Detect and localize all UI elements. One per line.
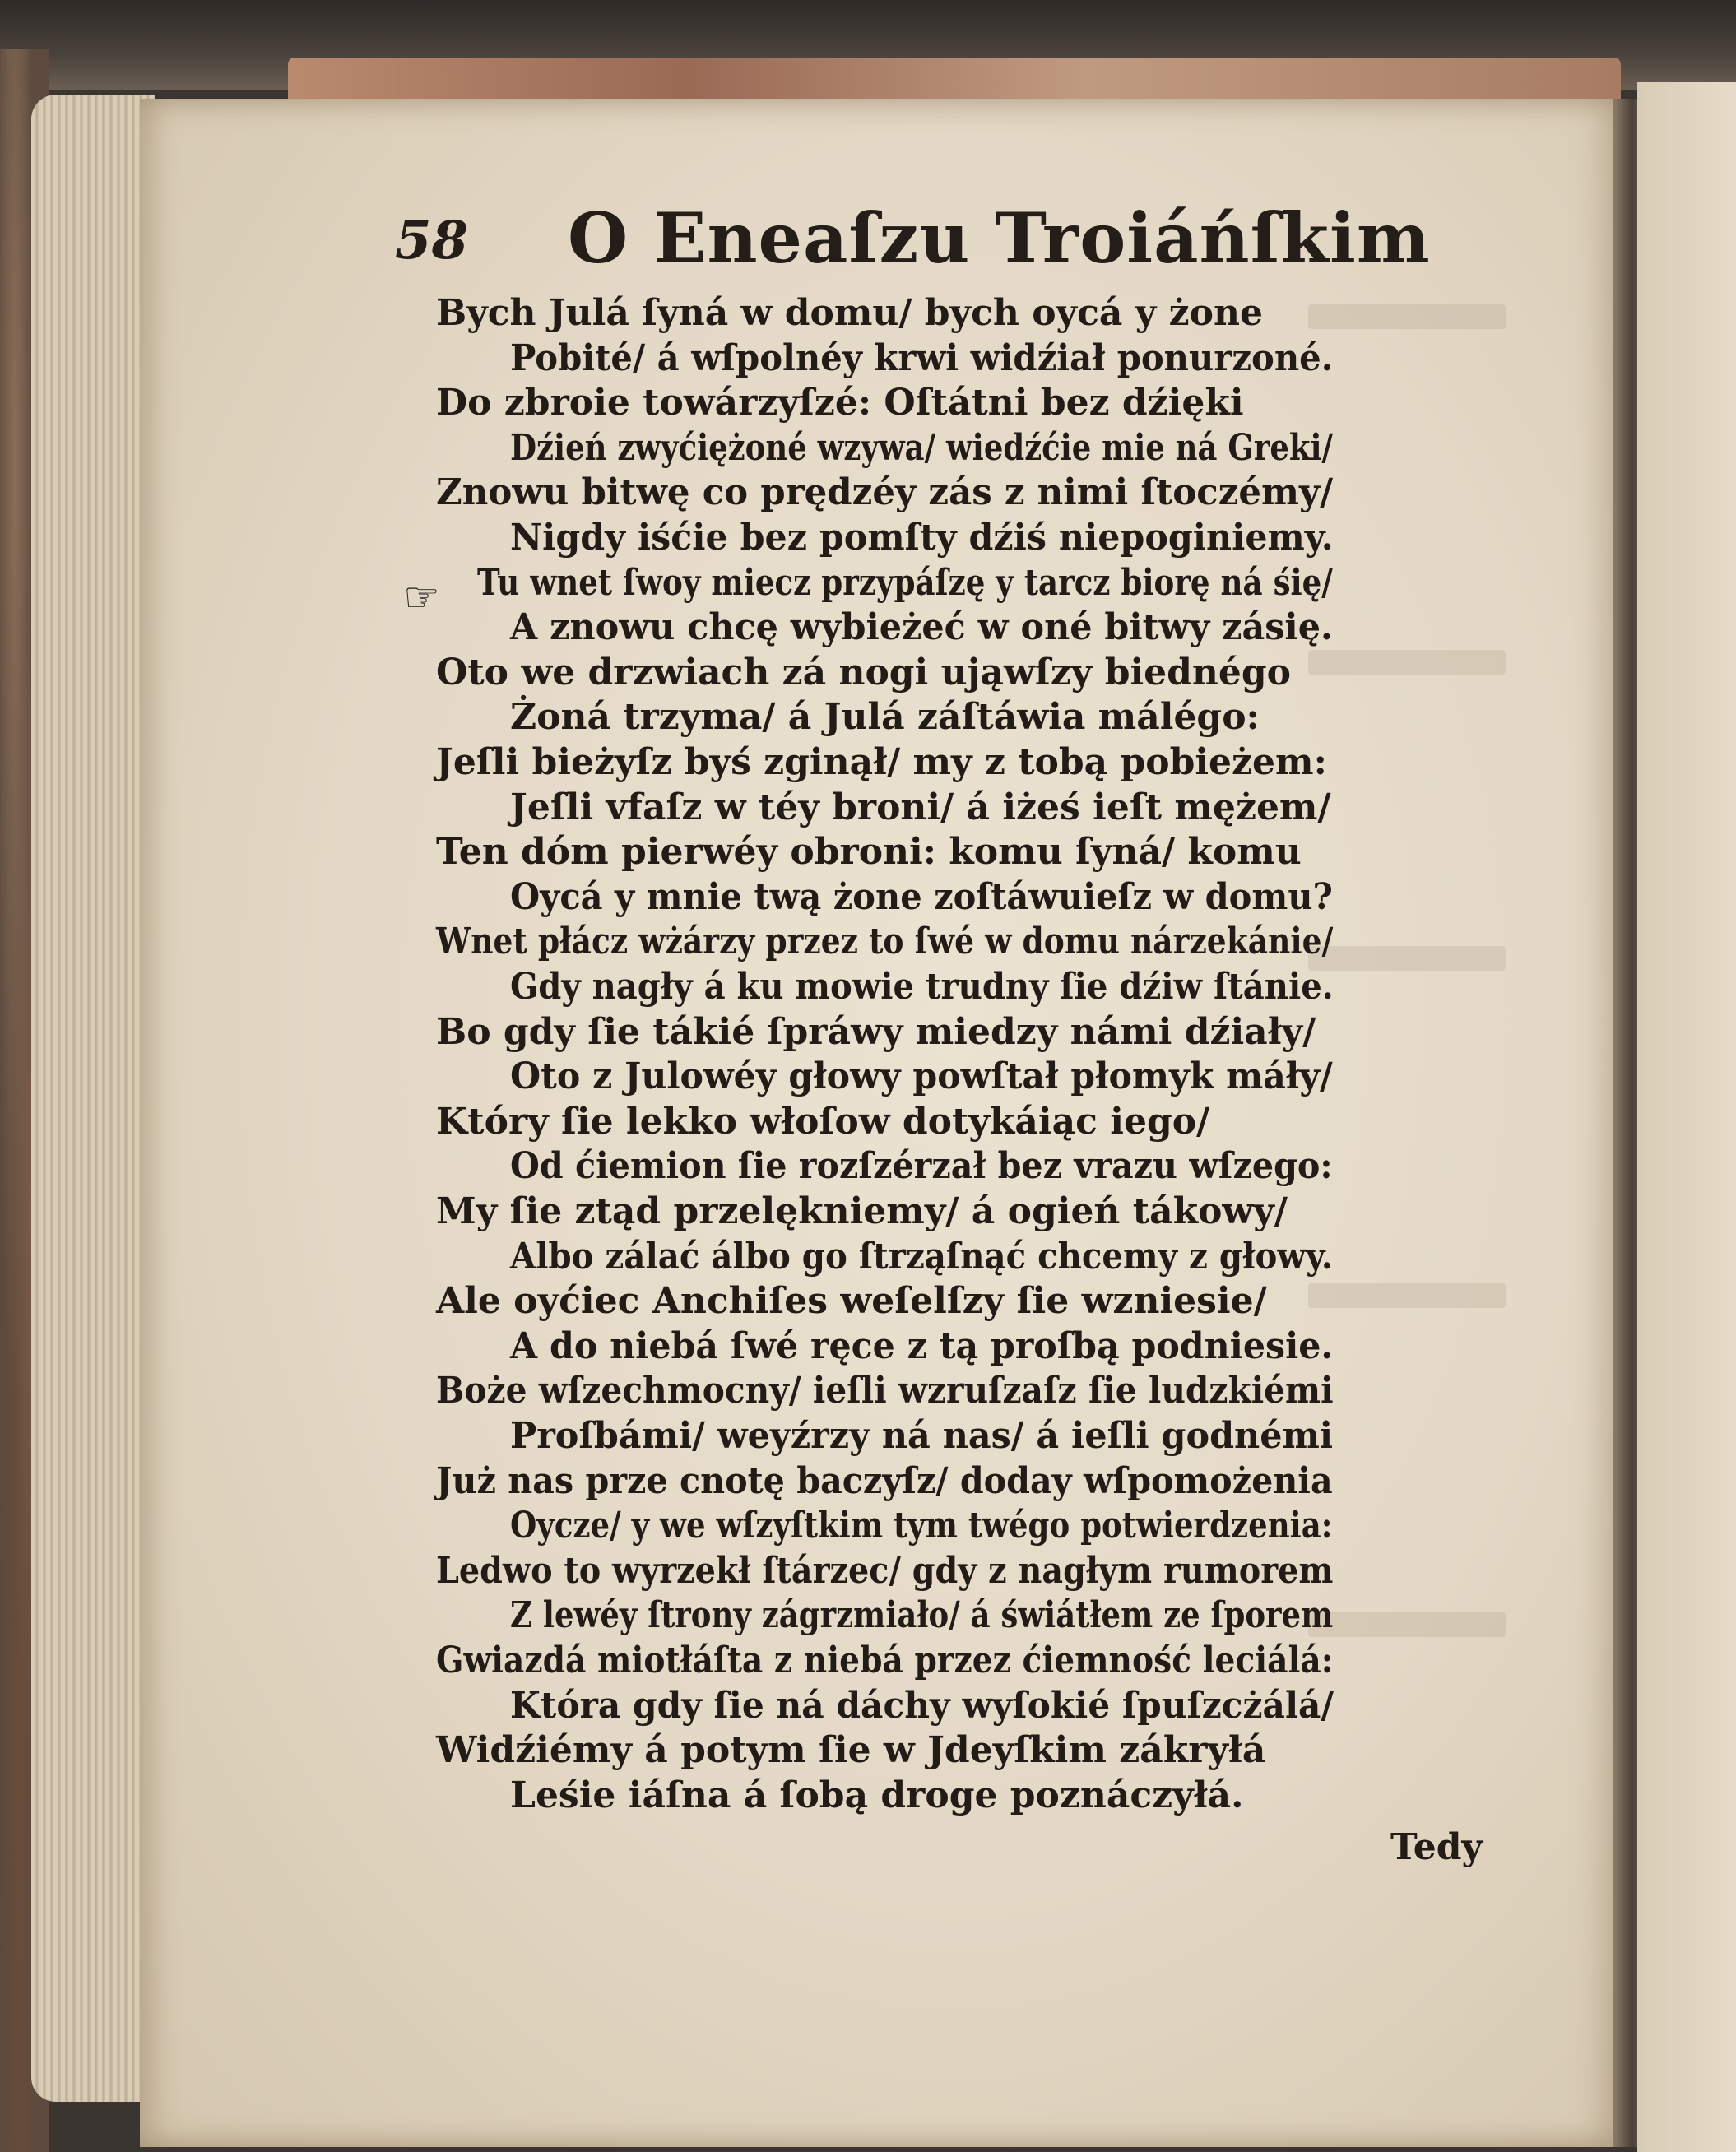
facing-page <box>1637 82 1736 2152</box>
catchword: Tedy <box>1390 1826 1483 1868</box>
verse-line: Leśie iáſna á ſobą droge poznáczyłá. <box>510 1774 1244 1816</box>
verse-line: Albo zálać álbo go ſtrząſnąć chcemy z głowy. <box>510 1235 1333 1278</box>
verse-line: Gdy nagły á ku mowie trudny ſie dźiw ſtánie. <box>510 966 1334 1008</box>
verse-line: Oto z Julowéy głowy powſtał płomyk máły/ <box>510 1055 1333 1098</box>
verse-line: Znowu bitwę co prędzéy zás z nimi ſtoczémy/ <box>436 471 1334 514</box>
verse-line: Pobité/ á wſpolnéy krwi widźiał ponurzoné. <box>510 336 1334 379</box>
verse-line: Oycze/ y we wſzyſtkim tym twégo potwierdzenia: <box>510 1505 1333 1547</box>
verse-line: Jeſli vfaſz w téy broni/ á iżeś ieſt mężem/ <box>510 786 1331 828</box>
verse-line: Widźiémy á potym ſie w Jdeyſkim zákryłá <box>436 1729 1266 1772</box>
show-through <box>1308 1612 1506 1637</box>
verse-line: Jeſli bieżyſz byś zginął/ my z tobą pobieżem: <box>436 741 1327 783</box>
verse-line: Wnet płácz wżárzy przez to ſwé w domu nárzekánie/ <box>436 921 1334 963</box>
verse-line: Tu wnet ſwoy miecz przypáſzę y tarcz biorę ná śię/ <box>477 561 1333 604</box>
verse-line: Do zbroie towárzyſzé: Oſtátni bez dźięki <box>436 382 1244 424</box>
verse-line: Oto we drzwiach zá nogi ująwſzy biednégo <box>436 651 1292 693</box>
verse-line: Ledwo to wyrzekł ſtárzec/ gdy z nagłym rumorem <box>436 1549 1334 1592</box>
pointing-hand-icon: ☞ <box>403 573 440 621</box>
show-through <box>1308 650 1506 675</box>
page-stack-edge <box>31 95 155 2102</box>
verse-line: Żoná trzyma/ á Julá záſtáwia málégo: <box>510 696 1260 739</box>
verse-line: Proſbámi/ weyźrzy ná nas/ á ieſli godnémi <box>510 1415 1334 1457</box>
verse-line: A znowu chcę wybieżeć w oné bitwy zásię. <box>510 606 1333 649</box>
verse-line: Oycá y mnie twą żone zoſtáwuieſz w domu? <box>510 875 1333 918</box>
verse-line: Boże wſzechmocny/ ieſli wzruſzaſz ſie ludzkiémi <box>436 1370 1334 1412</box>
verse-line: Ten dóm pierwéy obroni: komu ſyná/ komu <box>436 831 1302 874</box>
verse-line: Który ſie lekko włoſow dotykáiąc iego/ <box>436 1100 1210 1143</box>
book-top-edge <box>288 58 1621 99</box>
verse-line: My ſie ztąd przelękniemy/ á ogień tákowy/ <box>436 1190 1288 1232</box>
show-through <box>1308 946 1506 971</box>
verse-line: Gwiazdá miotłáſta z niebá przez ćiemność leciálá: <box>436 1640 1334 1681</box>
verse-line: Bo gdy ſie tákié ſpráwy miedzy námi dźiały/ <box>436 1010 1316 1053</box>
verse-line: Która gdy ſie ná dáchy wyſokié ſpuſzcżálá/ <box>510 1684 1334 1727</box>
verse-line: Dźień zwyćiężoné wzywa/ wiedźćie mie ná Greki/ <box>510 426 1334 469</box>
verse-line: Z lewéy ſtrony zágrzmiało/ á świátłem ze ſporem <box>510 1594 1334 1637</box>
verse-line: Nigdy iśćie bez pomſty dźiś niepoginiemy. <box>510 517 1334 559</box>
verse-line: Już nas prze cnotę baczyſz/ doday wſpomożenia <box>436 1459 1333 1502</box>
verse-line: Ale oyćiec Anchiſes weſelſzy ſie wzniesie/ <box>436 1280 1267 1323</box>
running-head: O Eneaſzu Troiáńſkim <box>568 197 1431 279</box>
show-through <box>1308 304 1506 329</box>
verse-line: Od ćiemion ſie rozſzérzał bez vrazu wſzego: <box>510 1145 1333 1188</box>
show-through <box>1308 1283 1506 1308</box>
verse-line: Bych Julá ſyná w domu/ bych oycá y żone <box>436 292 1263 334</box>
page-number: 58 <box>395 210 469 271</box>
verse-line: A do niebá ſwé ręce z tą proſbą podniesie. <box>510 1324 1334 1367</box>
